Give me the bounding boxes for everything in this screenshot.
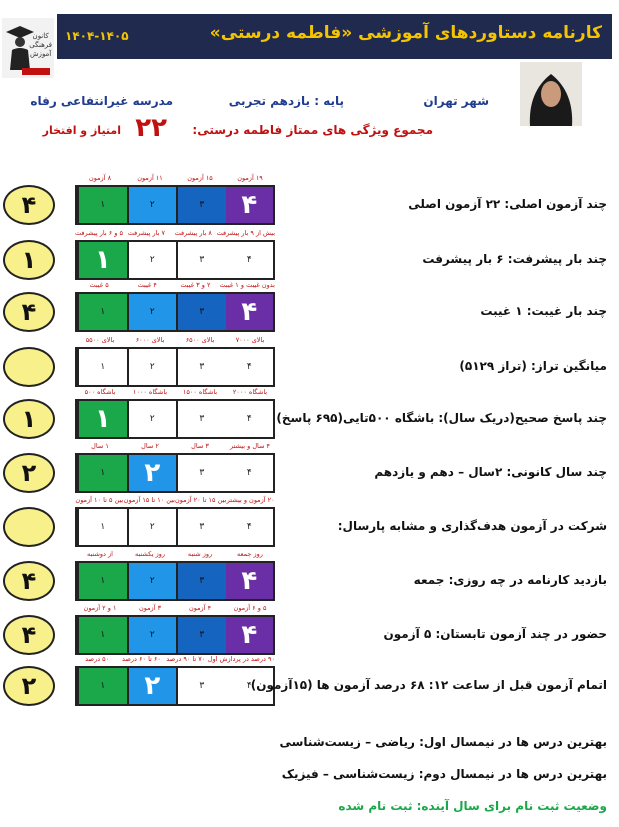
- row-question: چند پاسخ صحیح(دریک سال): باشگاه ۵۰۰تایی(۶۹۵ پاسخ): [276, 411, 607, 425]
- level-cell: ۴: [226, 187, 274, 223]
- threshold-label: باشگاه ۵۰۰: [84, 388, 116, 396]
- threshold-label: بین ۱۰ تا ۱۵ آزمون: [123, 496, 175, 504]
- threshold-label: ۲ و ۳ غیبت: [180, 281, 211, 289]
- threshold-label: باشگاه ۲۰۰۰: [232, 388, 268, 396]
- row-score-circle: ۴: [3, 561, 55, 601]
- level-cell: ۱: [77, 509, 127, 545]
- level-cell: ۴: [226, 294, 274, 330]
- threshold-label: ۲ سال: [141, 442, 159, 450]
- threshold-label: ۵ غیبت: [89, 281, 109, 289]
- threshold-label: از دوشنبه: [87, 550, 113, 558]
- level-cell: ۲: [127, 617, 177, 653]
- kanoon-logo: [2, 18, 54, 78]
- level-cell: ۱: [77, 401, 127, 437]
- level-grid: [75, 666, 275, 706]
- row-threshold-labels: [75, 336, 275, 346]
- row-score-circle: [3, 507, 55, 547]
- level-cell: ۴: [246, 468, 252, 478]
- threshold-label: ۴ سال و بیشتر: [229, 442, 271, 450]
- level-cell: ۴: [246, 255, 252, 265]
- threshold-label: ۴ غیبت: [137, 281, 157, 289]
- level-grid: [75, 347, 275, 387]
- level-cell: ۲: [127, 401, 177, 437]
- level-cell: ۳: [176, 401, 226, 437]
- row-question: حضور در چند آزمون تابستان: ۵ آزمون: [383, 627, 607, 641]
- level-cell: ۱: [77, 563, 127, 599]
- level-cell: ۳: [176, 617, 226, 653]
- threshold-label: ۵ و ۶ بار پیشرفت: [75, 229, 123, 237]
- level-cell: ۴: [246, 362, 252, 372]
- level-cell: ۳: [176, 668, 226, 704]
- threshold-label: روز یکشنبه: [134, 550, 166, 558]
- row-question: چند آزمون اصلی: ۲۲ آزمون اصلی: [408, 197, 607, 211]
- level-grid: [75, 561, 275, 601]
- level-cell: ۲: [127, 294, 177, 330]
- row-threshold-labels: [75, 655, 275, 665]
- row-score-circle: ۴: [3, 185, 55, 225]
- header-bar: [57, 14, 612, 59]
- school-label: مدرسه غیرانتفاعی رفاه: [30, 94, 173, 108]
- logo-text: کانون فرهنگی آموزش: [29, 32, 52, 58]
- threshold-label: روز شنبه: [187, 550, 213, 558]
- level-cell: ۱: [77, 617, 127, 653]
- threshold-label: بالای ۷۰۰۰: [235, 336, 265, 344]
- level-grid: [75, 185, 275, 225]
- row-question: چند بار پیشرفت: ۶ بار پیشرفت: [422, 252, 607, 266]
- threshold-label: ۳ سال: [191, 442, 209, 450]
- threshold-label: ۵۰ درصد: [85, 655, 110, 663]
- row-threshold-labels: [75, 550, 275, 560]
- threshold-label: ۱۱ آزمون: [137, 174, 163, 182]
- threshold-label: ۳ آزمون: [138, 604, 162, 612]
- level-cell: ۱: [77, 242, 127, 278]
- threshold-label: ۱۵ آزمون: [187, 174, 213, 182]
- total-score: ۲۲: [135, 113, 167, 143]
- threshold-label: ۸ آزمون: [88, 174, 112, 182]
- level-cell: ۳: [176, 455, 226, 491]
- level-cell: ۱: [77, 187, 127, 223]
- row-score-circle: ۴: [3, 615, 55, 655]
- grade-label: پایه : یازدهم تجربی: [228, 94, 344, 108]
- level-grid: [75, 292, 275, 332]
- row-threshold-labels: [75, 281, 275, 291]
- features-label: مجموع ویژگی های ممتاز فاطمه درستی:: [192, 123, 433, 137]
- header-years: ۱۴۰۴-۱۴۰۵: [65, 29, 129, 43]
- row-score-circle: ۴: [3, 292, 55, 332]
- level-cell: ۲: [127, 187, 177, 223]
- threshold-label: باشگاه ۱۰۰۰: [132, 388, 168, 396]
- row-question: اتمام آزمون قبل از ساعت ۱۲: ۶۸ درصد آزمون ها (۱۵آزمون): [250, 678, 607, 692]
- level-cell: ۳: [176, 563, 226, 599]
- best-lessons-first: بهترین درس ها در نیمسال اول: ریاضی – زیست‌شناسی: [279, 735, 607, 749]
- row-score-circle: ۱: [3, 399, 55, 439]
- threshold-label: ۴ آزمون: [188, 604, 212, 612]
- level-grid: [75, 399, 275, 439]
- threshold-label: ۱ و ۲ آزمون: [83, 604, 117, 612]
- level-grid: [75, 453, 275, 493]
- row-threshold-labels: [75, 496, 275, 506]
- threshold-label: ۵ و ۶ آزمون: [233, 604, 267, 612]
- student-photo: [520, 62, 582, 126]
- row-threshold-labels: [75, 229, 275, 239]
- level-grid: [75, 507, 275, 547]
- threshold-label: ۷۰ تا ۹۰ درصد: [166, 655, 206, 663]
- row-threshold-labels: [75, 388, 275, 398]
- level-cell: ۲: [127, 242, 177, 278]
- level-cell: ۲: [127, 668, 177, 704]
- threshold-label: ۹۰ درصد در پردازش اول: [207, 655, 275, 663]
- score-label: امتیاز و افتخار: [42, 124, 121, 137]
- level-cell: ۳: [176, 509, 226, 545]
- level-cell: ۴: [226, 563, 274, 599]
- level-cell: ۳: [176, 242, 226, 278]
- row-score-circle: ۲: [3, 453, 55, 493]
- threshold-label: ۸ بار پیشرفت: [174, 229, 212, 237]
- page-title: کارنامه دستاوردهای آموزشی «فاطمه درستی»: [209, 23, 602, 43]
- threshold-label: بدون غیبت و ۱ غیبت: [219, 281, 275, 289]
- threshold-label: ۶۰ تا ۶۰ درصد: [121, 655, 161, 663]
- level-cell: ۲: [127, 349, 177, 385]
- level-cell: ۴: [246, 681, 252, 691]
- level-cell: ۱: [77, 455, 127, 491]
- row-threshold-labels: [75, 442, 275, 452]
- row-score-circle: ۱: [3, 240, 55, 280]
- level-cell: ۳: [176, 349, 226, 385]
- level-cell: ۲: [127, 563, 177, 599]
- row-question: میانگین تراز: (تراز ۵۱۲۹): [459, 359, 607, 373]
- threshold-label: روز جمعه: [237, 550, 263, 558]
- level-cell: ۲: [127, 509, 177, 545]
- level-grid: [75, 240, 275, 280]
- level-cell: ۴: [246, 522, 252, 532]
- registration-status: وضعیت ثبت نام برای سال آینده: ثبت نام شده: [338, 799, 607, 813]
- level-cell: ۲: [127, 455, 177, 491]
- threshold-label: ۱ سال: [91, 442, 109, 450]
- row-threshold-labels: [75, 174, 275, 184]
- threshold-label: ۲۰ آزمون و بیشتر: [226, 496, 275, 504]
- threshold-label: بیش از ۹ بار پیشرفت: [216, 229, 276, 237]
- row-question: شرکت در آزمون هدف‌گذاری و مشابه پارسال:: [337, 519, 607, 533]
- best-lessons-second: بهترین درس ها در نیمسال دوم: زیست‌شناسی – فیزیک: [281, 767, 607, 781]
- row-question: بازدید کارنامه در چه روزی: جمعه: [413, 573, 607, 587]
- level-cell: ۴: [246, 414, 252, 424]
- threshold-label: بین ۵ تا ۱۰ آزمون: [75, 496, 124, 504]
- row-score-circle: ۲: [3, 666, 55, 706]
- level-cell: ۱: [77, 668, 127, 704]
- row-score-circle: [3, 347, 55, 387]
- threshold-label: ۷ بار پیشرفت: [127, 229, 166, 237]
- level-cell: ۱: [77, 294, 127, 330]
- level-cell: ۱: [77, 349, 127, 385]
- threshold-label: باشگاه ۱۵۰۰: [182, 388, 218, 396]
- threshold-label: بالای ۵۵۰۰: [85, 336, 115, 344]
- level-cell: ۳: [176, 294, 226, 330]
- city-label: شهر تهران: [423, 94, 489, 108]
- threshold-label: بالای ۶۵۰۰: [185, 336, 215, 344]
- threshold-label: بین ۱۵ تا ۲۰ آزمون: [175, 496, 227, 504]
- threshold-label: بالای ۶۰۰۰: [135, 336, 165, 344]
- threshold-label: ۱۹ آزمون: [237, 174, 263, 182]
- level-cell: ۴: [226, 617, 274, 653]
- level-grid: [75, 615, 275, 655]
- level-cell: ۳: [176, 187, 226, 223]
- row-threshold-labels: [75, 604, 275, 614]
- row-question: چند بار غیبت: ۱ غیبت: [480, 304, 607, 318]
- row-question: چند سال کانونی: ۲سال – دهم و یازدهم: [374, 465, 607, 479]
